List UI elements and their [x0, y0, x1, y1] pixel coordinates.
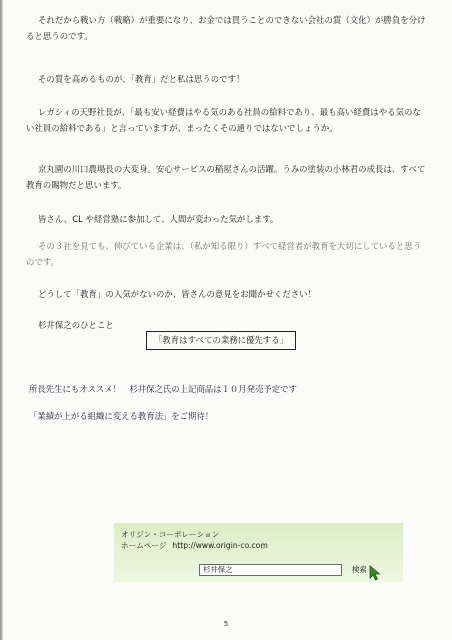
- paragraph-text: その３社を見ても、伸びている企業は、（私が知る限り）すべて経営者が教育を大切にしていると思うのです。: [26, 241, 422, 267]
- callout-box: 「教育はすべての業務に優先する」: [146, 331, 296, 350]
- page-edge-shadow: [0, 0, 3, 640]
- homepage-url[interactable]: http://www.origin-co.com: [172, 541, 268, 550]
- paragraph-legacy-quote: [26, 104, 426, 136]
- search-input[interactable]: 杉井保之: [199, 564, 342, 576]
- paragraph-text: レガシィの天野社長が、「最も安い経費はやる気のある社員の給料であり、最も高い経費はやる気のない社員の給料である」と言っていますが、まったくその通りではないでしょうか。: [26, 107, 421, 133]
- search-banner: [114, 523, 403, 582]
- company-name: オリジン・コーポレーション: [121, 530, 220, 539]
- paragraph-text: どうして「教育」の人気がないのか、皆さんの意見をお聞かせください！: [38, 289, 317, 299]
- product-announcement: 所長先生にもオススメ！ 杉井保之氏の上記商品は１０月発売予定です: [29, 384, 297, 394]
- mouse-cursor-icon: [369, 565, 381, 581]
- paragraph-text: 京丸園の川口農場長の大変身。安心サービスの稲屋さんの活躍。うみの塗装の小林君の成長は、すべて教育の賜物だと思います。: [26, 164, 426, 190]
- paragraph-question: [26, 286, 426, 302]
- paragraph-text: 杉井保之のひとこと: [38, 320, 114, 330]
- paragraph-text: それだから戦い方（戦略）が重要になり、お金では買うことのできない会社の質（文化）が勝負を分けると思うのです。: [26, 15, 426, 41]
- paragraph-three-companies: [26, 238, 426, 270]
- homepage-label: ホームページ: [121, 541, 167, 550]
- product-title-note: 「業績が上がる組織に変える教育法」をご期待！: [29, 411, 214, 421]
- page-number: 5: [223, 620, 229, 628]
- paragraph-text: その質を高めるものが、「教育」だと私は思うのです！: [38, 74, 245, 84]
- homepage-line: [121, 541, 268, 551]
- paragraph-text: 皆さん、CL や経営塾に参加して、人間が変わった気がします。: [38, 214, 279, 224]
- search-button[interactable]: 検索: [352, 565, 367, 574]
- paragraph-cl-seminar: [26, 211, 426, 227]
- paragraph-education-quality: [26, 71, 426, 87]
- paragraph-examples: [26, 161, 426, 193]
- paragraph-strategy: [26, 12, 426, 44]
